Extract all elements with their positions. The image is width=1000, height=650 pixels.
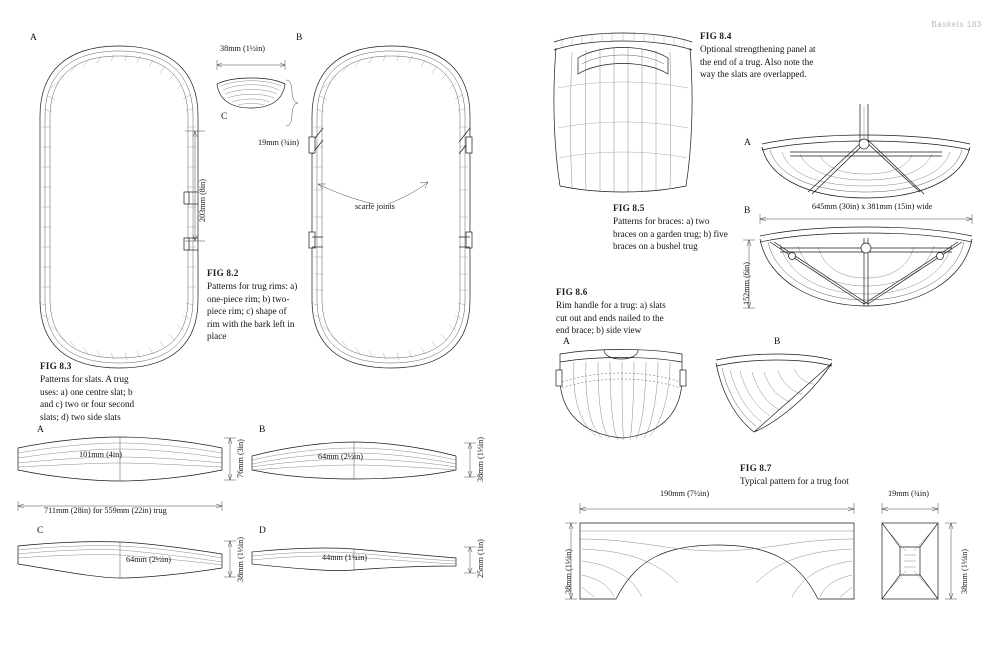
fig85-width-dimension — [756, 213, 976, 225]
fig85-panel-b-letter: B — [744, 206, 751, 216]
fig83-c-width-label: 64mm (2½in) — [126, 555, 172, 564]
fig87-length-dimension — [578, 501, 856, 515]
fig87-foot-end-view-drawing — [880, 521, 940, 601]
fig83-panel-d-letter: D — [259, 526, 266, 536]
fig82-c-thickness-bracket — [274, 76, 304, 131]
fig82-panel-c-letter: C — [221, 112, 228, 122]
fig87-label: FIG 8.7 — [740, 463, 772, 473]
fig83-caption: Patterns for slats. A trug uses: a) one centre slat; b and c) two or four second slats; d) two side slats — [40, 374, 135, 422]
fig84-label: FIG 8.4 — [700, 31, 732, 41]
fig87-caption: Typical pattern for a trug foot — [740, 476, 849, 486]
fig83-label: FIG 8.3 — [40, 361, 72, 371]
fig85-label: FIG 8.5 — [613, 203, 645, 213]
fig83-a-height-label: 76mm (3in) — [236, 439, 245, 478]
fig82-c-thickness-label: 19mm (¾in) — [258, 138, 299, 147]
fig82-c-width-dimension — [213, 57, 291, 71]
fig85-height-label: 152mm (6in) — [742, 262, 751, 305]
fig86-handle-b-drawing — [714, 350, 834, 436]
fig87-end-width-dimension — [880, 501, 940, 515]
fig84-trug-end-drawing — [548, 28, 698, 190]
fig85-brace-a-drawing — [756, 100, 976, 200]
fig82-panel-b-letter: B — [296, 33, 303, 43]
page-folio: Baskets 183 — [931, 20, 982, 29]
fig83-b-height-label: 38mm (1½in) — [476, 436, 485, 482]
fig87-left-height-label: 38mm (1½in) — [564, 548, 573, 594]
fig83-c-height-label: 38mm (1½in) — [236, 536, 245, 582]
fig83-d-height-label: 25mm (1in) — [476, 539, 485, 578]
fig86-panel-b-letter: B — [774, 337, 781, 347]
fig83-panel-a-letter: A — [37, 425, 44, 435]
fig82-caption: Patterns for trug rims: a) one-piece rim; b) two-piece rim; c) shape of rim with the bark left in place — [207, 281, 298, 342]
fig82-scarfe-leaders — [306, 170, 446, 220]
fig83-panel-b-letter: B — [259, 425, 266, 435]
fig83-slat-a-drawing — [16, 436, 224, 482]
fig82-label: FIG 8.2 — [207, 268, 239, 278]
fig85-width-label: 645mm (30in) x 381mm (15in) wide — [812, 202, 933, 211]
fig87-right-height-dimension — [944, 521, 958, 601]
fig86-label: FIG 8.6 — [556, 287, 588, 297]
fig86-panel-a-letter: A — [563, 337, 570, 347]
fig87-end-width-label: 19mm (¾in) — [888, 489, 929, 498]
fig85-caption: Patterns for braces: a) two braces on a garden trug; b) five braces on a bushel trug — [613, 216, 728, 252]
fig83-a-width-label: 101mm (4in) — [79, 450, 122, 459]
fig83-slat-c-drawing — [16, 538, 224, 580]
fig83-a-length-label: 711mm (28in) for 559mm (22in) trug — [44, 506, 167, 515]
fig86-handle-a-drawing — [556, 348, 686, 440]
fig87-foot-profile-drawing — [578, 521, 856, 601]
fig87-right-height-label: 38mm (1½in) — [960, 548, 969, 594]
fig85-panel-a-letter: A — [744, 138, 751, 148]
fig82-c-width-label: 38mm (1½in) — [220, 44, 266, 53]
fig83-panel-c-letter: C — [37, 526, 44, 536]
fig86-caption: Rim handle for a trug: a) slats cut out and ends nailed to the end brace; b) side view — [556, 300, 666, 336]
fig87-length-label: 190mm (7½in) — [660, 489, 710, 498]
fig84-caption: Optional strengthening panel at the end of a trug. Also note the way the slats are overlapped. — [700, 44, 816, 80]
fig82-scarfe-joints-annotation: scarfe joints — [355, 202, 395, 211]
fig83-d-width-label: 44mm (1¾in) — [322, 553, 368, 562]
fig82-a-height-label: 203mm (8in) — [198, 179, 207, 222]
fig82-panel-a-letter: A — [30, 33, 37, 43]
fig83-b-width-label: 64mm (2½in) — [318, 452, 364, 461]
fig85-brace-b-drawing — [756, 226, 976, 312]
